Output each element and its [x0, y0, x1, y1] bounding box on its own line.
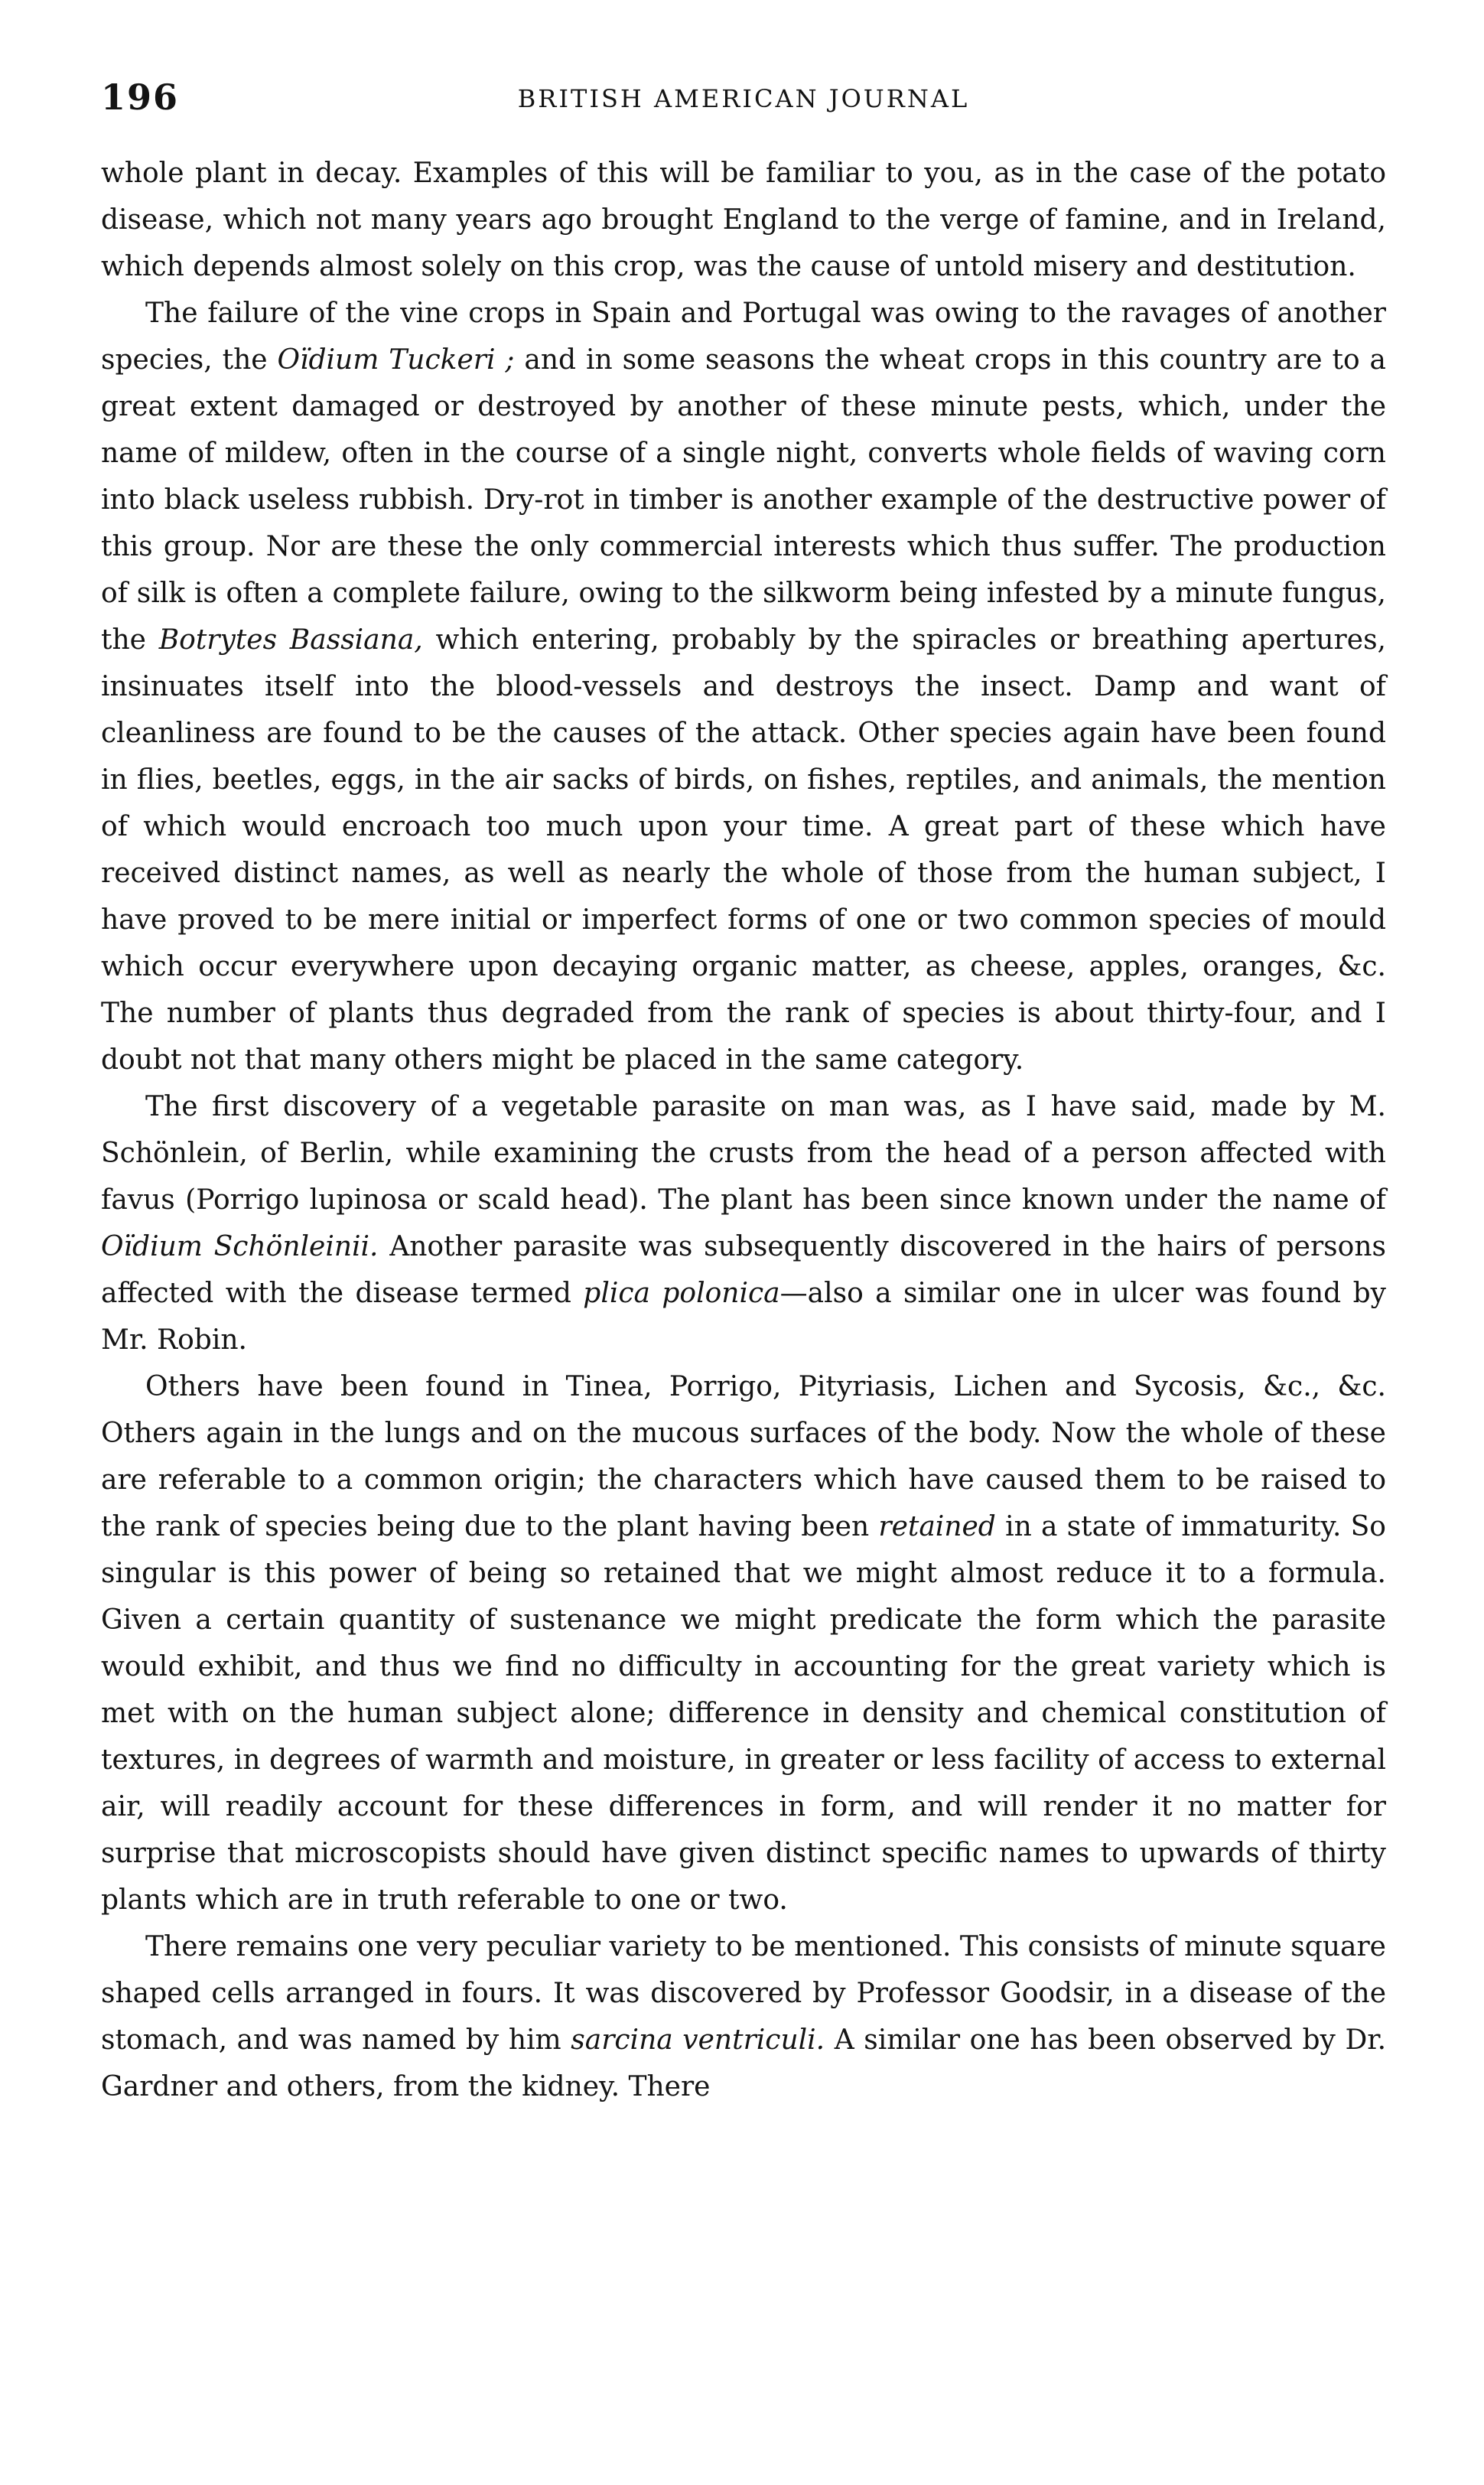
page-number: 196 — [101, 77, 180, 118]
text-run: The failure of the vine crops in Spain and Portugal was owing to the ravages of another species, the — [101, 298, 1386, 376]
species-name: Oïdium Schönleinii. — [101, 1231, 379, 1262]
paragraph — [101, 290, 1386, 1083]
body-text — [101, 150, 1386, 2110]
text-run: whole plant in decay. Examples of this will be familiar to you, as in the case of the potato disease, which not many years ago brought England to the verge of famine, and in Ireland, which depends almost solely on this crop, was the cause of untold misery and destitution. — [101, 158, 1386, 282]
text-run: The first discovery of a vegetable parasite on man was, as I have said, made by M. Schönlein, of Berlin, while examining the crusts from the head of a person affected with favus (Porrigo lupinosa or scald head). The plant has been since known under the name of — [101, 1091, 1386, 1216]
text-run: Others have been found in Tinea, Porrigo, Pityriasis, Lichen and Sycosis, &c., &c. Others again in the lungs and on the mucous surfaces of the body. Now the whole of these are referable to a common origin; the characters which have caused them to be raised to the rank of species being due to the plant having been — [101, 1371, 1386, 1542]
species-name: sarcina ventriculi. — [571, 2024, 825, 2056]
running-head — [101, 77, 1386, 130]
paragraph — [101, 1363, 1386, 1923]
text-run: There remains one very peculiar variety to be mentioned. This consists of minute square shaped cells arranged in fours. It was discovered by Professor Goodsir, in a disease of the stomach, and was named by him — [101, 1931, 1386, 2056]
journal-title: BRITISH AMERICAN JOURNAL — [517, 84, 970, 113]
text-run: in a state of immaturity. So singular is this power of being so retained that we might almost reduce it to a formula. Given a certain quantity of sustenance we might predicate the form which the parasite would exhibit, and thus we find no difficulty in accounting for the great variety which is met with on the human subject alone; difference in density and chemical constitution of textures, in degrees of warmth and moisture, in greater or less facility of access to external air, will readily account for these differences in form, and will render it no matter for surprise that microscopists should have given distinct specific names to upwards of thirty plants which are in truth referable to one or two. — [101, 1511, 1386, 1916]
text-run: Another parasite was subsequently discovered in the hairs of persons affected with the disease termed — [101, 1231, 1386, 1309]
text-run: —also a similar one in ulcer was found by Mr. Robin. — [101, 1278, 1386, 1356]
paragraph — [101, 150, 1386, 290]
species-name: Botrytes Bassiana, — [158, 624, 423, 656]
paragraph — [101, 1083, 1386, 1363]
paragraph — [101, 1923, 1386, 2110]
emphasis: retained — [878, 1511, 996, 1542]
disease-name: plica polonica — [583, 1278, 780, 1309]
text-run: A similar one has been observed by Dr. Gardner and others, from the kidney. There — [101, 2024, 1387, 2102]
text-run: and in some seasons the wheat crops in this country are to a great extent damaged or destroyed by another of these minute pests, which, under the name of mildew, often in the course of a single night, converts whole fields of waving corn into black useless rubbish. Dry-rot in timber is another example of the destructive power of this group. Nor are these the only commercial interests which thus suffer. The production of silk is often a complete failure, owing to the silkworm being infested by a minute fungus, the — [101, 344, 1387, 656]
species-name: Oïdium Tuckeri ; — [277, 344, 515, 376]
text-run: which entering, probably by the spiracles or breathing apertures, insinuates itself into the blood-vessels and destroys the insect. Damp and want of cleanliness are found to be the causes of the attack. Other species again have been found in flies, beetles, eggs, in the air sacks of birds, on fishes, reptiles, and animals, the mention of which would encroach too much upon your time. A great part of these which have received distinct names, as well as nearly the whole of those from the human subject, I have proved to be mere initial or imperfect forms of one or two common species of mould which occur everywhere upon decaying organic matter, as cheese, apples, oranges, &c. The number of plants thus degraded from the rank of species is about thirty-four, and I doubt not that many others might be placed in the same category. — [101, 624, 1386, 1076]
